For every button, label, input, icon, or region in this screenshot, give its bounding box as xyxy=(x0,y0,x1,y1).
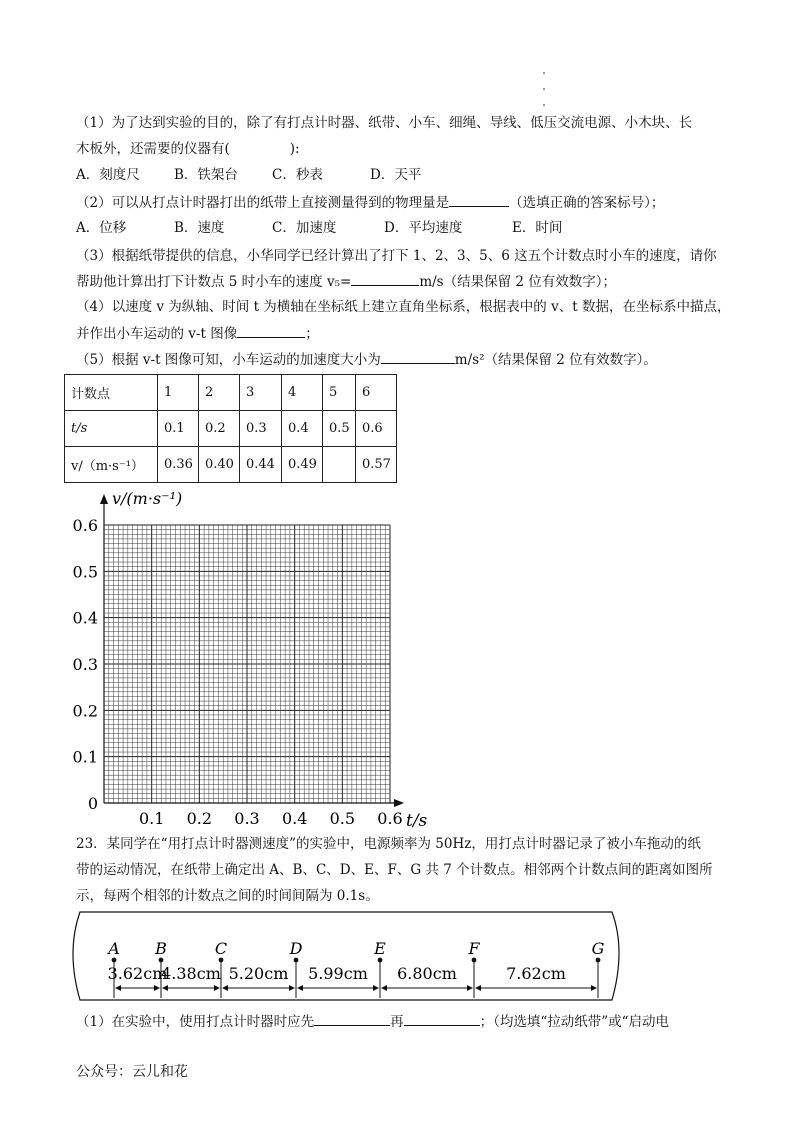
table-cell: 0.49 xyxy=(282,447,323,483)
table-cell: 0.5 xyxy=(323,411,356,447)
tape-distance-label: 4.38cm xyxy=(161,964,221,983)
tape-distance-label: 5.99cm xyxy=(308,964,368,983)
table-cell: 计数点 xyxy=(65,375,158,411)
q2-option-a: A．位移 xyxy=(76,220,127,236)
q2-option-c: C．加速度 xyxy=(272,220,337,236)
q2-option-e: E．时间 xyxy=(512,220,563,236)
tape-dim-arrow xyxy=(162,985,168,991)
q1-option-a: A．刻度尺 xyxy=(76,167,140,183)
table-cell: 2 xyxy=(199,375,240,411)
q23-1-blank-2 xyxy=(404,1012,480,1026)
y-tick-label: 0.3 xyxy=(72,655,98,674)
tape-point-label: B xyxy=(155,939,167,958)
tape-point-label: G xyxy=(591,939,605,958)
q1-option-b: B．铁架台 xyxy=(174,167,238,183)
q2-option-d: D．平均速度 xyxy=(384,220,463,236)
y-tick-label: 0.4 xyxy=(72,608,98,628)
grid-lines xyxy=(104,525,390,803)
table-cell: 0.6 xyxy=(356,411,397,447)
tape-dim-arrow xyxy=(154,985,160,991)
tape-dim-arrow xyxy=(467,985,473,991)
x-tick-labels xyxy=(139,809,403,828)
tape-distance-label: 6.80cm xyxy=(397,964,457,983)
q23-1-blank-1 xyxy=(314,1012,390,1026)
q3-line2: 帮助他计算出打下计数点 5 时小车的速度 v₅= m/s（结果保留 2 位有效数字）； xyxy=(76,274,617,290)
table-cell: 0.40 xyxy=(199,447,240,483)
paper-tape xyxy=(73,912,619,1000)
tape-dim-arrow xyxy=(222,985,228,991)
table-cell: 3 xyxy=(240,375,282,411)
tape-dim-arrow xyxy=(115,985,121,991)
x-axis-arrow xyxy=(394,799,404,807)
y-axis-label: v/(m·s⁻¹) xyxy=(112,489,183,508)
tape-point-label: C xyxy=(214,939,228,958)
tape-dim-arrow xyxy=(297,985,303,991)
q23-1-line: （1）在实验中，使用打点计时器时应先 再 ；（均选填“拉动纸带”或“启动电 xyxy=(76,1014,670,1030)
table-cell: 0.44 xyxy=(240,447,282,483)
y-tick-labels xyxy=(73,516,98,813)
table-cell: v/（m·s⁻¹） xyxy=(65,447,158,483)
table-cell: 0.3 xyxy=(240,411,282,447)
tape-distance-label: 7.62cm xyxy=(506,964,566,983)
q23-line1: 23．某同学在“用打点计时器测速度”的实验中，电源频率为 50Hz，用打点计时器记录了被小车拖动的纸 xyxy=(76,836,701,852)
y-tick-label: 0.1 xyxy=(72,747,98,767)
q1-line2: 木板外，还需要的仪器有( ): xyxy=(76,141,300,157)
q1-option-d: D．天平 xyxy=(370,167,422,183)
tape-dim-arrow xyxy=(475,985,481,991)
tape-distance-label: 5.20cm xyxy=(228,964,289,983)
y-axis-arrow xyxy=(100,494,108,504)
tape-dim-arrow xyxy=(289,985,295,991)
q23-line2: 带的运动情况，在纸带上确定出 A、B、C、D、E、F、G 共 7 个计数点。相邻两个计数点间的距离如图所 xyxy=(76,862,713,878)
q1-option-c: C．秒表 xyxy=(272,167,323,183)
tape-point-label: D xyxy=(289,939,303,958)
table-cell: 0.2 xyxy=(199,411,240,447)
tape-dim-arrow xyxy=(214,985,220,991)
table-cell: 0.36 xyxy=(158,447,199,483)
q1-line1: （1）为了达到实验的目的，除了有打点计时器、纸带、小车、细绳、导线、低压交流电源、小木块、长 xyxy=(76,115,693,131)
axes xyxy=(100,494,404,807)
q4-line1: （4）以速度 v 为纵轴、时间 t 为横轴在坐标纸上建立直角坐标系，根据表中的 v、t 数据，在坐标系中描点， xyxy=(76,299,731,315)
y-tick-label: 0.2 xyxy=(72,701,98,721)
q5-line: （5）根据 v-t 图像可知，小车运动的加速度大小为 m/s²（结果保留 2 位有效数字）。 xyxy=(76,352,657,368)
footer-wechat: 公众号：云儿和花 xyxy=(76,1064,188,1080)
table-cell: 0.57 xyxy=(356,447,397,483)
table-cell: 6 xyxy=(356,375,397,411)
table-cell: 1 xyxy=(158,375,199,411)
tape-dim-arrow xyxy=(381,985,387,991)
table-cell: 5 xyxy=(323,375,356,411)
q2-line1: （2）可以从打点计时器打出的纸带上直接测量得到的物理量是 （选填正确的答案标号）； xyxy=(76,195,665,211)
y-tick-label: 0.5 xyxy=(72,562,98,582)
x-tick-label: 0.3 xyxy=(234,809,260,828)
x-tick-label: 0.2 xyxy=(186,809,213,828)
x-tick-label: 0.1 xyxy=(138,809,165,828)
y-tick-label: 0 xyxy=(87,794,98,813)
table-cell: 0.1 xyxy=(158,411,199,447)
tape-dimensions xyxy=(108,964,597,991)
x-tick-label: 0.5 xyxy=(329,809,356,828)
tape-point-label: F xyxy=(468,939,480,958)
x-axis-label: t/s xyxy=(406,811,428,831)
q2-option-b: B．速度 xyxy=(174,220,225,236)
table-cell: t/s xyxy=(65,411,158,447)
tape-point-label: A xyxy=(108,939,120,958)
tape-point-label: E xyxy=(374,939,386,958)
tape-dim-arrow xyxy=(373,985,379,991)
table-cell: 0.4 xyxy=(282,411,323,447)
q23-line3: 示，每两个相邻的计数点之间的时间间隔为 0.1s。 xyxy=(76,888,379,904)
table-cell: 4 xyxy=(282,375,323,411)
x-tick-label: 0.4 xyxy=(281,809,308,828)
tape-dim-arrow xyxy=(591,985,597,991)
q4-line2: 并作出小车运动的 v-t 图像 ； xyxy=(76,326,319,342)
y-tick-label: 0.6 xyxy=(72,516,98,535)
x-tick-label: 0.6 xyxy=(377,809,403,828)
tape-distance-label: 3.62cm xyxy=(107,964,168,983)
q3-line1: （3）根据纸带提供的信息，小华同学已经计算出了打下 1、2、3、5、6 这五个计数点时小车的速度，请你 xyxy=(76,248,717,264)
